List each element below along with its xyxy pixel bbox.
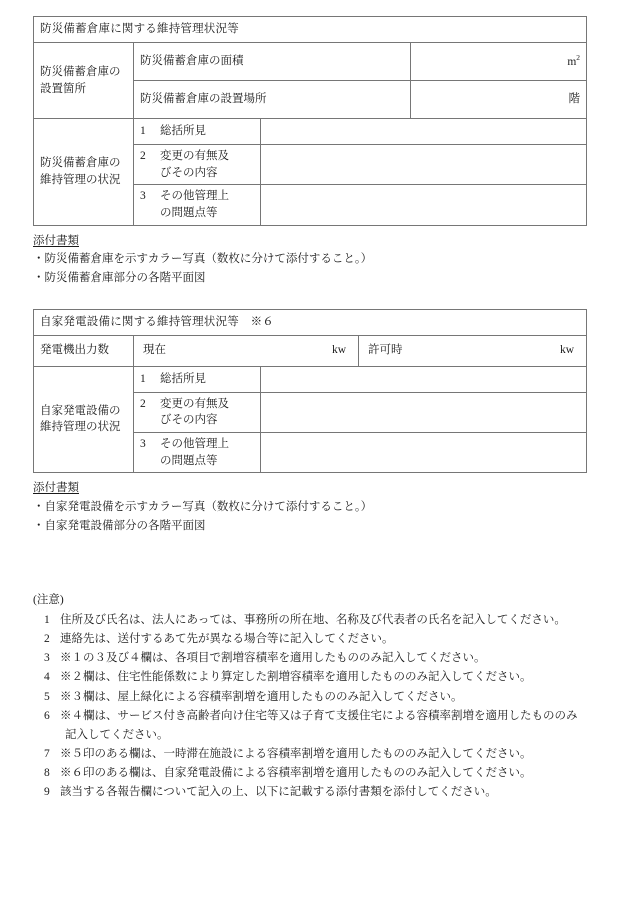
table-row: [34, 43, 587, 81]
storage-item-no-1: 1: [140, 125, 146, 138]
note-text: ※６印のある欄は、自家発電設備による容積率割増を適用したもののみ記入してください。: [60, 766, 532, 779]
floor-unit: 階: [568, 93, 581, 106]
note-text: ※４欄は、サービス付き高齢者向け住宅等又は子育て支援住宅による容積率割増を適用したもののみ: [60, 709, 578, 722]
note-number: 4: [44, 671, 50, 684]
generator-attachments: [33, 479, 586, 535]
storage-area-label: 防災備蓄倉庫の面積: [134, 43, 411, 81]
storage-item-input-2[interactable]: [261, 145, 587, 185]
list-item: ・防災備蓄倉庫部分の各階平面図: [33, 271, 206, 284]
storage-item-input-3[interactable]: [261, 185, 587, 225]
list-item: ・防災備蓄倉庫を示すカラー写真（数枚に分けて添付すること。）: [33, 253, 373, 266]
note-text: 連絡先は、送付するあて先が異なる場合等に記入してください。: [60, 633, 394, 646]
note-text: ※５印のある欄は、一時滞在施設による容積率割増を適用したもののみ記入してください。: [60, 747, 532, 760]
note-item: [33, 707, 586, 726]
table-row: [34, 309, 587, 335]
table-row: [34, 17, 587, 43]
note-number: 6: [44, 709, 50, 722]
storage-place-input[interactable]: [411, 81, 587, 119]
generator-item-input-1[interactable]: [261, 366, 587, 392]
generator-item-text-3a: その他管理上: [160, 437, 229, 450]
storage-maintenance-table: [33, 16, 587, 226]
generator-output-current-input[interactable]: [134, 335, 359, 366]
generator-item-no-3: 3: [140, 437, 146, 450]
note-item: [33, 764, 586, 783]
storage-maintenance-rowhead-line2: 維持管理の状況: [40, 173, 121, 186]
storage-item-text-1: 総括所見: [160, 125, 206, 138]
square-meter-unit: $m^2$: [567, 52, 581, 68]
storage-item-text-2b: びその内容: [160, 166, 218, 179]
storage-maintenance-rowhead-line1: 防災備蓄倉庫の: [40, 157, 121, 170]
generator-maintenance-table: [33, 309, 587, 474]
generator-item-text-1: 総括所見: [160, 372, 206, 385]
generator-output-rowhead: 発電機出力数: [34, 335, 134, 366]
table-row: [34, 119, 587, 145]
note-number: 1: [44, 614, 50, 627]
generator-item-text-3b: の問題点等: [160, 454, 218, 467]
list-item: ・自家発電設備部分の各階平面図: [33, 519, 206, 532]
generator-item-input-3[interactable]: [261, 432, 587, 472]
section-spacer: [33, 288, 586, 309]
storage-attachments-heading: 添付書類: [33, 234, 79, 247]
note-number: 2: [44, 633, 50, 646]
storage-item-text-3a: その他管理上: [160, 190, 229, 203]
storage-item-input-1[interactable]: [261, 119, 587, 145]
note-text: 住所及び氏名は、法人にあっては、事務所の所在地、名称及び代表者の氏名を記入してください。: [60, 614, 566, 627]
note-number: 3: [44, 652, 50, 665]
note-number: 5: [44, 690, 50, 703]
note-item: [33, 668, 586, 687]
storage-place-label: 防災備蓄倉庫の設置場所: [134, 81, 411, 119]
storage-location-rowhead-line2: 設置箇所: [40, 82, 86, 95]
generator-maintenance-rowhead-line1: 自家発電設備の: [40, 404, 121, 417]
storage-item-no-3: 3: [140, 190, 146, 203]
storage-item-label-1: [134, 119, 261, 145]
notes-spacer: [33, 535, 586, 591]
note-number: 9: [44, 785, 50, 798]
storage-location-rowhead: [34, 43, 134, 119]
generator-item-no-1: 1: [140, 372, 146, 385]
notes-title: (注意): [33, 594, 64, 607]
generator-output-permitted-label: 許可時: [368, 344, 403, 357]
note-item: [33, 688, 586, 707]
table-row: [34, 335, 587, 366]
list-item: ・自家発電設備を示すカラー写真（数枚に分けて添付すること。）: [33, 500, 373, 513]
storage-maintenance-rowhead: [34, 119, 134, 226]
generator-maintenance-rowhead-line2: 維持管理の状況: [40, 421, 121, 434]
generator-item-text-2b: びその内容: [160, 414, 218, 427]
storage-item-text-2a: 変更の有無及: [160, 150, 229, 162]
storage-item-label-2: [134, 145, 261, 185]
storage-item-text-3b: の問題点等: [160, 207, 218, 220]
generator-item-no-2: 2: [140, 397, 146, 410]
note-item: [33, 745, 586, 764]
note-item: [33, 630, 586, 649]
generator-item-input-2[interactable]: [261, 392, 587, 432]
storage-location-rowhead-line1: 防災備蓄倉庫の: [40, 65, 121, 78]
note-item: [33, 649, 586, 668]
generator-maintenance-rowhead: [34, 366, 134, 473]
generator-attachments-heading: 添付書類: [33, 482, 79, 495]
storage-attachments: [33, 232, 586, 288]
generator-item-label-3: [134, 432, 261, 472]
note-item: [33, 611, 586, 630]
generator-output-permitted-unit: kw: [559, 344, 574, 357]
generator-output-current-unit: kw: [331, 344, 346, 357]
generator-item-label-2: [134, 392, 261, 432]
storage-table-title: 防災備蓄倉庫に関する維持管理状況等: [34, 17, 587, 43]
note-text: ※１の３及び４欄は、各項目で割増容積率を適用したもののみ記入してください。: [60, 652, 486, 665]
storage-item-label-3: [134, 185, 261, 225]
note-text: 該当する各報告欄について記入の上、以下に記載する添付書類を添付してください。: [60, 785, 497, 798]
note-continuation: 記入してください。: [65, 728, 169, 741]
notes-section: [33, 591, 586, 802]
generator-item-text-2a: 変更の有無及: [160, 397, 229, 410]
generator-table-title: 自家発電設備に関する維持管理状況等 ※６: [34, 309, 587, 335]
storage-item-no-2: 2: [140, 150, 146, 162]
table-row: [34, 366, 587, 392]
note-number: 8: [44, 766, 50, 779]
storage-area-input[interactable]: [411, 43, 587, 81]
note-text: ※２欄は、住宅性能係数により算定した割増容積率を適用したもののみ記入してください。: [60, 671, 532, 684]
note-text: ※３欄は、屋上緑化による容積率割増を適用したもののみ記入してください。: [60, 690, 463, 703]
generator-output-permitted-input[interactable]: [359, 335, 587, 366]
note-number: 7: [44, 747, 50, 760]
generator-output-current-label: 現在: [143, 344, 166, 357]
note-item: [33, 783, 586, 802]
generator-item-label-1: [134, 366, 261, 392]
